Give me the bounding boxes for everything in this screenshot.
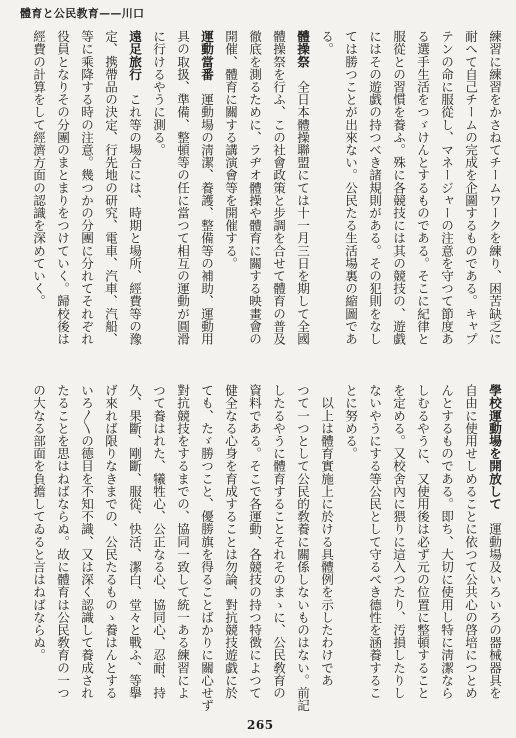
text-column xyxy=(266,30,290,366)
column-text: げ來れば限りなきまでの、公民たるものゝ養はんとする xyxy=(103,384,118,699)
column-text: 體操祭を行ふ、この社會政策と步調を合せて體育の普及 xyxy=(271,30,286,345)
text-column xyxy=(26,384,50,716)
column-text: 以上は體育實施上に於ける具體例を示したわけであ xyxy=(319,384,334,687)
text-column xyxy=(170,384,194,716)
text-column xyxy=(362,30,386,366)
section-heading: 遠足旅行 xyxy=(127,30,142,81)
column-text: 服從との習慣を養ふ。殊に各競技には其の競技の、遊戯 xyxy=(391,30,406,345)
column-text: にはその遊戯の持つべき諸規則がある。その犯則をなし xyxy=(367,30,382,345)
column-text: 運動場の淸潔、養護、整備等の補助、運動用 xyxy=(199,80,214,346)
text-column xyxy=(98,30,122,366)
text-column xyxy=(122,30,146,366)
text-column xyxy=(434,384,458,716)
text-column xyxy=(50,30,74,366)
text-column xyxy=(242,30,266,366)
column-text: 練習に練習をかさねてチームワークを練り、困苦缺乏に xyxy=(487,30,502,345)
text-column xyxy=(218,384,242,716)
column-text: 自由に使用せしめることに依つて公共心の啓培につとめ xyxy=(463,384,478,699)
text-column xyxy=(194,384,218,716)
column-text: テンの命に服從し、マネージャーの注意を守つて節度あ xyxy=(439,30,454,345)
text-column xyxy=(218,30,242,366)
text-column xyxy=(482,384,506,716)
lower-text-block xyxy=(22,384,506,716)
text-column xyxy=(458,30,482,366)
column-text: 對抗競技をするまでの、協同一致して統一ある練習によ xyxy=(175,384,190,699)
section-heading: 體操祭 xyxy=(295,30,310,68)
running-title: 體育と公民教育——川口 xyxy=(20,7,145,20)
text-column xyxy=(338,30,362,366)
text-column xyxy=(74,30,98,366)
text-column xyxy=(386,384,410,716)
text-column xyxy=(74,384,98,716)
text-column xyxy=(314,30,338,366)
text-column xyxy=(434,30,458,366)
column-text: 役員となりその分團のまとまりをつけていく。歸校後は xyxy=(55,30,70,345)
upper-text-block xyxy=(22,30,506,366)
column-text: の大なる部面を負擔してゐると言はねばならぬ。 xyxy=(31,384,46,662)
section-heading: 學校運動場を開放して xyxy=(487,384,502,510)
column-text: る選手生活をつゞけんとするものである。そこに紀律と xyxy=(415,30,430,345)
column-text: 定、携帶品の決定、行先地の研究、電車、汽車、汽船、 xyxy=(103,30,118,345)
column-text: 久、果斷、剛斷、服從、快活、潔白、堂々と戰ふ、等擧 xyxy=(127,384,142,699)
column-text: 開催、體育に關する講演會等を開催する。 xyxy=(223,30,238,270)
text-column xyxy=(98,384,122,716)
text-column xyxy=(242,384,266,716)
text-column xyxy=(146,30,170,366)
column-text: 全日本體操聯盟にては十一月三日を期して全國 xyxy=(295,67,310,346)
column-text: を定める。又校舍內に猥りに這入つたり、汚損したりし xyxy=(391,384,406,699)
text-column xyxy=(170,30,194,366)
column-text: に行けるやうに測る。 xyxy=(151,30,166,156)
column-text: ては勝つことが出來ない。公民たる生活場裏の縮圖であ xyxy=(343,30,358,345)
page-number: 265 xyxy=(247,718,274,732)
column-text: 徹底を測るために、ラヂオ體操や體育に關する映畫會の xyxy=(247,30,262,345)
text-column xyxy=(362,384,386,716)
column-text: 經費の計算をして經濟方面の認識を深めていく。 xyxy=(31,30,46,308)
column-text: 等に乘降する時の注意。幾つかの分團に分れてそれぞれ xyxy=(79,30,94,345)
column-text: これ等の場合には、時期と場所、經費等の豫 xyxy=(127,80,142,346)
column-text: 具の取扱、準備、整頓等の任に當つて相互の運動が圓滑 xyxy=(175,30,190,345)
column-text: つて一つとして公民的敎養に關係しないものはない。前記 xyxy=(295,384,310,712)
column-text: いろ〳〵の德目を不知不識、又は深く認識して養成され xyxy=(79,384,94,699)
column-text: 運動場及いろいろの器械器具を xyxy=(487,510,502,699)
column-text: しむるやうに、又使用後は必ず元の位置に整頓すること xyxy=(415,384,430,699)
column-text: とに努める。 xyxy=(343,384,358,460)
column-text: 健全なる心身を育成することは勿論、對抗競技遊戯に於 xyxy=(223,384,238,699)
text-column xyxy=(410,384,434,716)
column-text: 資料である。そこで各運動、各競技の持つ特徴によつて xyxy=(247,384,262,699)
text-column xyxy=(122,384,146,716)
text-column xyxy=(482,30,506,366)
column-text: んとするものである。即ち、大切に使用し特に淸潔なら xyxy=(439,384,454,699)
column-text: たることを思はねばならぬ。故に體育は公民敎育の一つ xyxy=(55,384,70,699)
column-text: ないやうにする等公民として守るべき德性を涵養するこ xyxy=(367,384,382,699)
text-column xyxy=(290,30,314,366)
text-column xyxy=(266,384,290,716)
text-column xyxy=(50,384,74,716)
text-column xyxy=(194,30,218,366)
text-column xyxy=(338,384,362,716)
column-text: ても、たゞ勝つこと、優勝旗を得ることばかりに關心せず xyxy=(199,384,214,712)
section-heading: 運動當番 xyxy=(199,30,214,81)
text-column xyxy=(26,30,50,366)
column-text: つて養はれた、犧牲心、公正なる心、協同心、忍耐、持 xyxy=(151,384,166,699)
column-text: る。 xyxy=(319,30,334,56)
text-column xyxy=(146,384,170,716)
text-column xyxy=(290,384,314,716)
column-text: 耐へて自己チームの完成を企圖するものである。キャプ xyxy=(463,30,478,345)
text-column xyxy=(386,30,410,366)
column-text: したるやうに體育することそれそのまゝに、公民敎育の xyxy=(271,384,286,699)
text-column xyxy=(314,384,338,716)
text-column xyxy=(410,30,434,366)
text-column xyxy=(458,384,482,716)
